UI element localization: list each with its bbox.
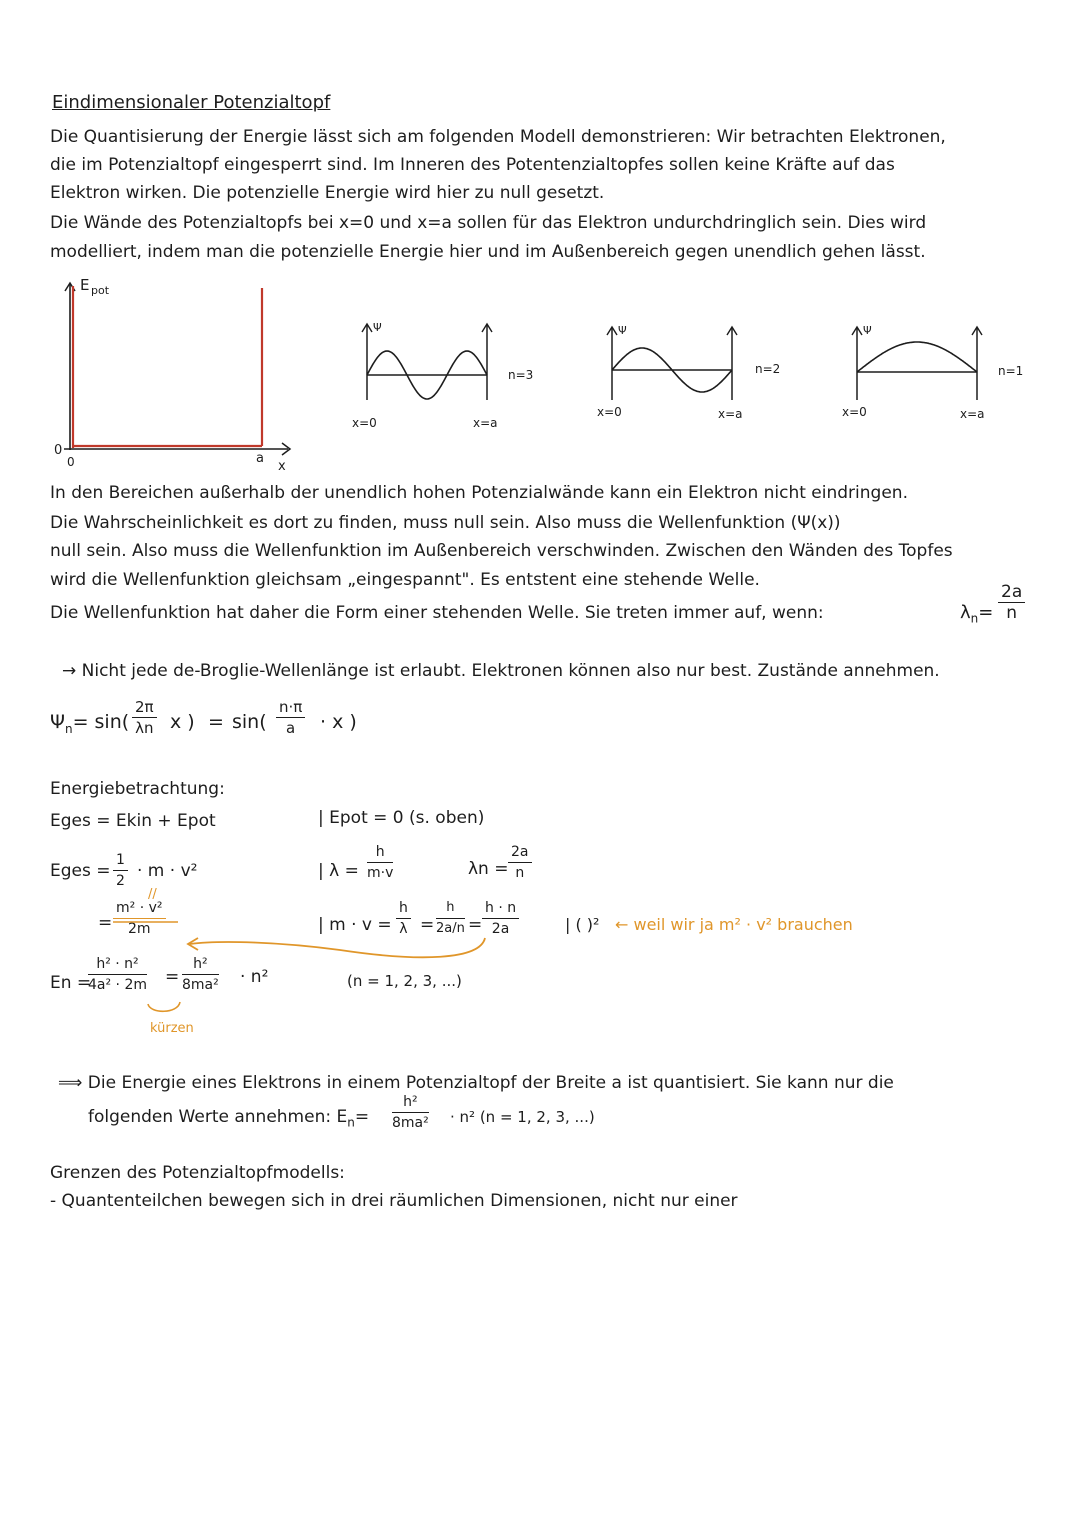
epot-note: | Epot = 0 (s. oben) — [318, 808, 485, 828]
mv-f3: $\frac{h \cdot n}{2a}$ — [482, 898, 519, 939]
psi-label: Ψ — [618, 324, 627, 337]
y-axis-label: E — [80, 276, 90, 294]
psi-fraction-1: $\frac{2\pi}{\lambda n}$ — [132, 697, 157, 738]
x0-label: x=0 — [352, 416, 377, 430]
conclusion-1: → Nicht jede de-Broglie-Wellenlänge ist erlaubt. Elektronen können also nur best. Zustände annehmen. — [62, 661, 940, 681]
xa-label: x=a — [960, 407, 985, 421]
body-line-4: wird die Wellenfunktion gleichsam „eingespannt". Es entstent eine stehende Welle. — [50, 570, 760, 590]
conclusion-fraction: $\frac{\text{h²}}{\text{8ma²}}$ — [392, 1094, 429, 1131]
square-note: | ( )² — [565, 915, 600, 934]
conclusion-2-line-2: folgenden Werte annehmen: $E_n=$ — [88, 1107, 370, 1130]
psi-label: Ψ — [373, 321, 382, 334]
xa-label: x=a — [473, 416, 498, 430]
conclusion-2-line-1: ⟹ Die Energie eines Elektrons in einem Potenzialtopf der Breite a ist quantisiert. Sie kann nur die — [58, 1073, 894, 1093]
lambda-condition: $\lambda_n=$ — [960, 602, 994, 626]
n-range: (n = 1, 2, 3, ...) — [347, 972, 462, 990]
psi-formula: $\Psi_n= \sin$( — [50, 711, 130, 736]
energy-heading: Energiebetrachtung: — [50, 779, 225, 799]
xa-label: x=a — [718, 407, 743, 421]
lambda-n-fraction: $\frac{2a}{n}$ — [508, 842, 532, 883]
eges-line: Eges = Ekin + Epot — [50, 811, 216, 831]
y-axis-label-sub: pot — [91, 284, 110, 297]
psi-sin2: sin( — [232, 711, 267, 733]
intro-line-2: die im Potenzialtopf eingesperrt sind. Im Inneren des Potentenzialtopfes sollen keine Kräfte auf das — [50, 155, 895, 175]
mv-eq: = — [98, 913, 113, 933]
equal-mark: // — [148, 887, 157, 902]
body-line-3: null sein. Also muss die Wellenfunktion im Außenbereich verschwinden. Zwischen den Wänden des Topfes — [50, 541, 953, 561]
mv2: · m · v² — [137, 861, 198, 881]
eges-lhs: Eges = — [50, 861, 111, 881]
mv-f1: $\frac{h}{\lambda}$ — [396, 898, 411, 939]
x0-label: x=0 — [842, 405, 867, 419]
intro-line-3: Elektron wirken. Die potenzielle Energie wird hier zu null gesetzt. — [50, 183, 605, 203]
lambda-fraction: $\frac{h}{m\cdot v}$ — [367, 844, 394, 881]
mv-fraction: $\frac{\text{m² · v²}}{2m}$ — [113, 898, 166, 939]
psi-label: Ψ — [863, 324, 872, 337]
intro-line-5: modelliert, indem man die potenzielle Energie hier und im Außenbereich gegen unendlich gehen lässt. — [50, 242, 926, 262]
mv-f2: $\frac{h}{2a/n}$ — [436, 900, 465, 936]
a-label: a — [256, 451, 264, 466]
half-fraction: $\frac{1}{2}$ — [113, 850, 128, 891]
en-lhs: En = — [50, 973, 92, 993]
psi-eq: = — [208, 711, 224, 733]
limits-item-1: - Quantenteilchen bewegen sich in drei räumlichen Dimensionen, nicht nur einer — [50, 1191, 738, 1211]
origin-label: 0 — [67, 455, 75, 469]
zero-label: 0 — [54, 443, 63, 458]
lambda-bar: | λ = — [318, 861, 359, 881]
intro-line-1: Die Quantisierung der Energie lässt sich am folgenden Modell demonstrieren: Wir betrachten Elektronen, — [50, 127, 946, 147]
limits-heading: Grenzen des Potenzialtopfmodells: — [50, 1163, 345, 1183]
x0-label: x=0 — [597, 405, 622, 419]
body-line-5: Die Wellenfunktion hat daher die Form einer stehenden Welle. Sie treten immer auf, wenn: — [50, 603, 824, 623]
en-n2: · n² — [240, 967, 269, 987]
en-f2: $\frac{\text{h²}}{\text{8ma²}}$ — [182, 956, 219, 993]
conclusion-post: · n² (n = 1, 2, 3, ...) — [450, 1108, 595, 1126]
n-label: n=3 — [508, 368, 534, 382]
psi-x1: x ) — [170, 711, 195, 733]
mv-line: | m · v = — [318, 915, 392, 935]
mv-eq-3: = — [468, 915, 483, 935]
mv-eq-2: = — [420, 915, 435, 935]
n-label: n=2 — [755, 362, 781, 376]
kuerzen-label: kürzen — [150, 1021, 194, 1036]
en-f1: $\frac{\text{h² · n²}}{\text{4a² · 2m}}$ — [88, 956, 147, 993]
psi-x2: · x ) — [320, 711, 357, 733]
x-axis-label: x — [278, 459, 286, 474]
n-label: n=1 — [998, 364, 1024, 378]
page-title: Eindimensionaler Potenzialtopf — [52, 92, 331, 113]
en-eq: = — [165, 967, 180, 987]
lambda-condition-fraction: $\frac{2a}{n}$ — [998, 582, 1025, 623]
intro-line-4: Die Wände des Potenzialtopfs bei x=0 und x=a sollen für das Elektron undurchdringlich sein. Dies wird — [50, 213, 927, 233]
body-line-2: Die Wahrscheinlichkeit es dort zu finden, muss null sein. Also muss die Wellenfunktion (Ψ(x)) — [50, 513, 841, 533]
lambda-n: λn = — [468, 859, 509, 879]
orange-note: ← weil wir ja m² · v² brauchen — [615, 915, 853, 934]
body-line-1: In den Bereichen außerhalb der unendlich hohen Potenzialwände kann ein Elektron nicht eindringen. — [50, 483, 908, 503]
psi-fraction-2: $\frac{n\cdot\pi}{a}$ — [276, 697, 305, 738]
